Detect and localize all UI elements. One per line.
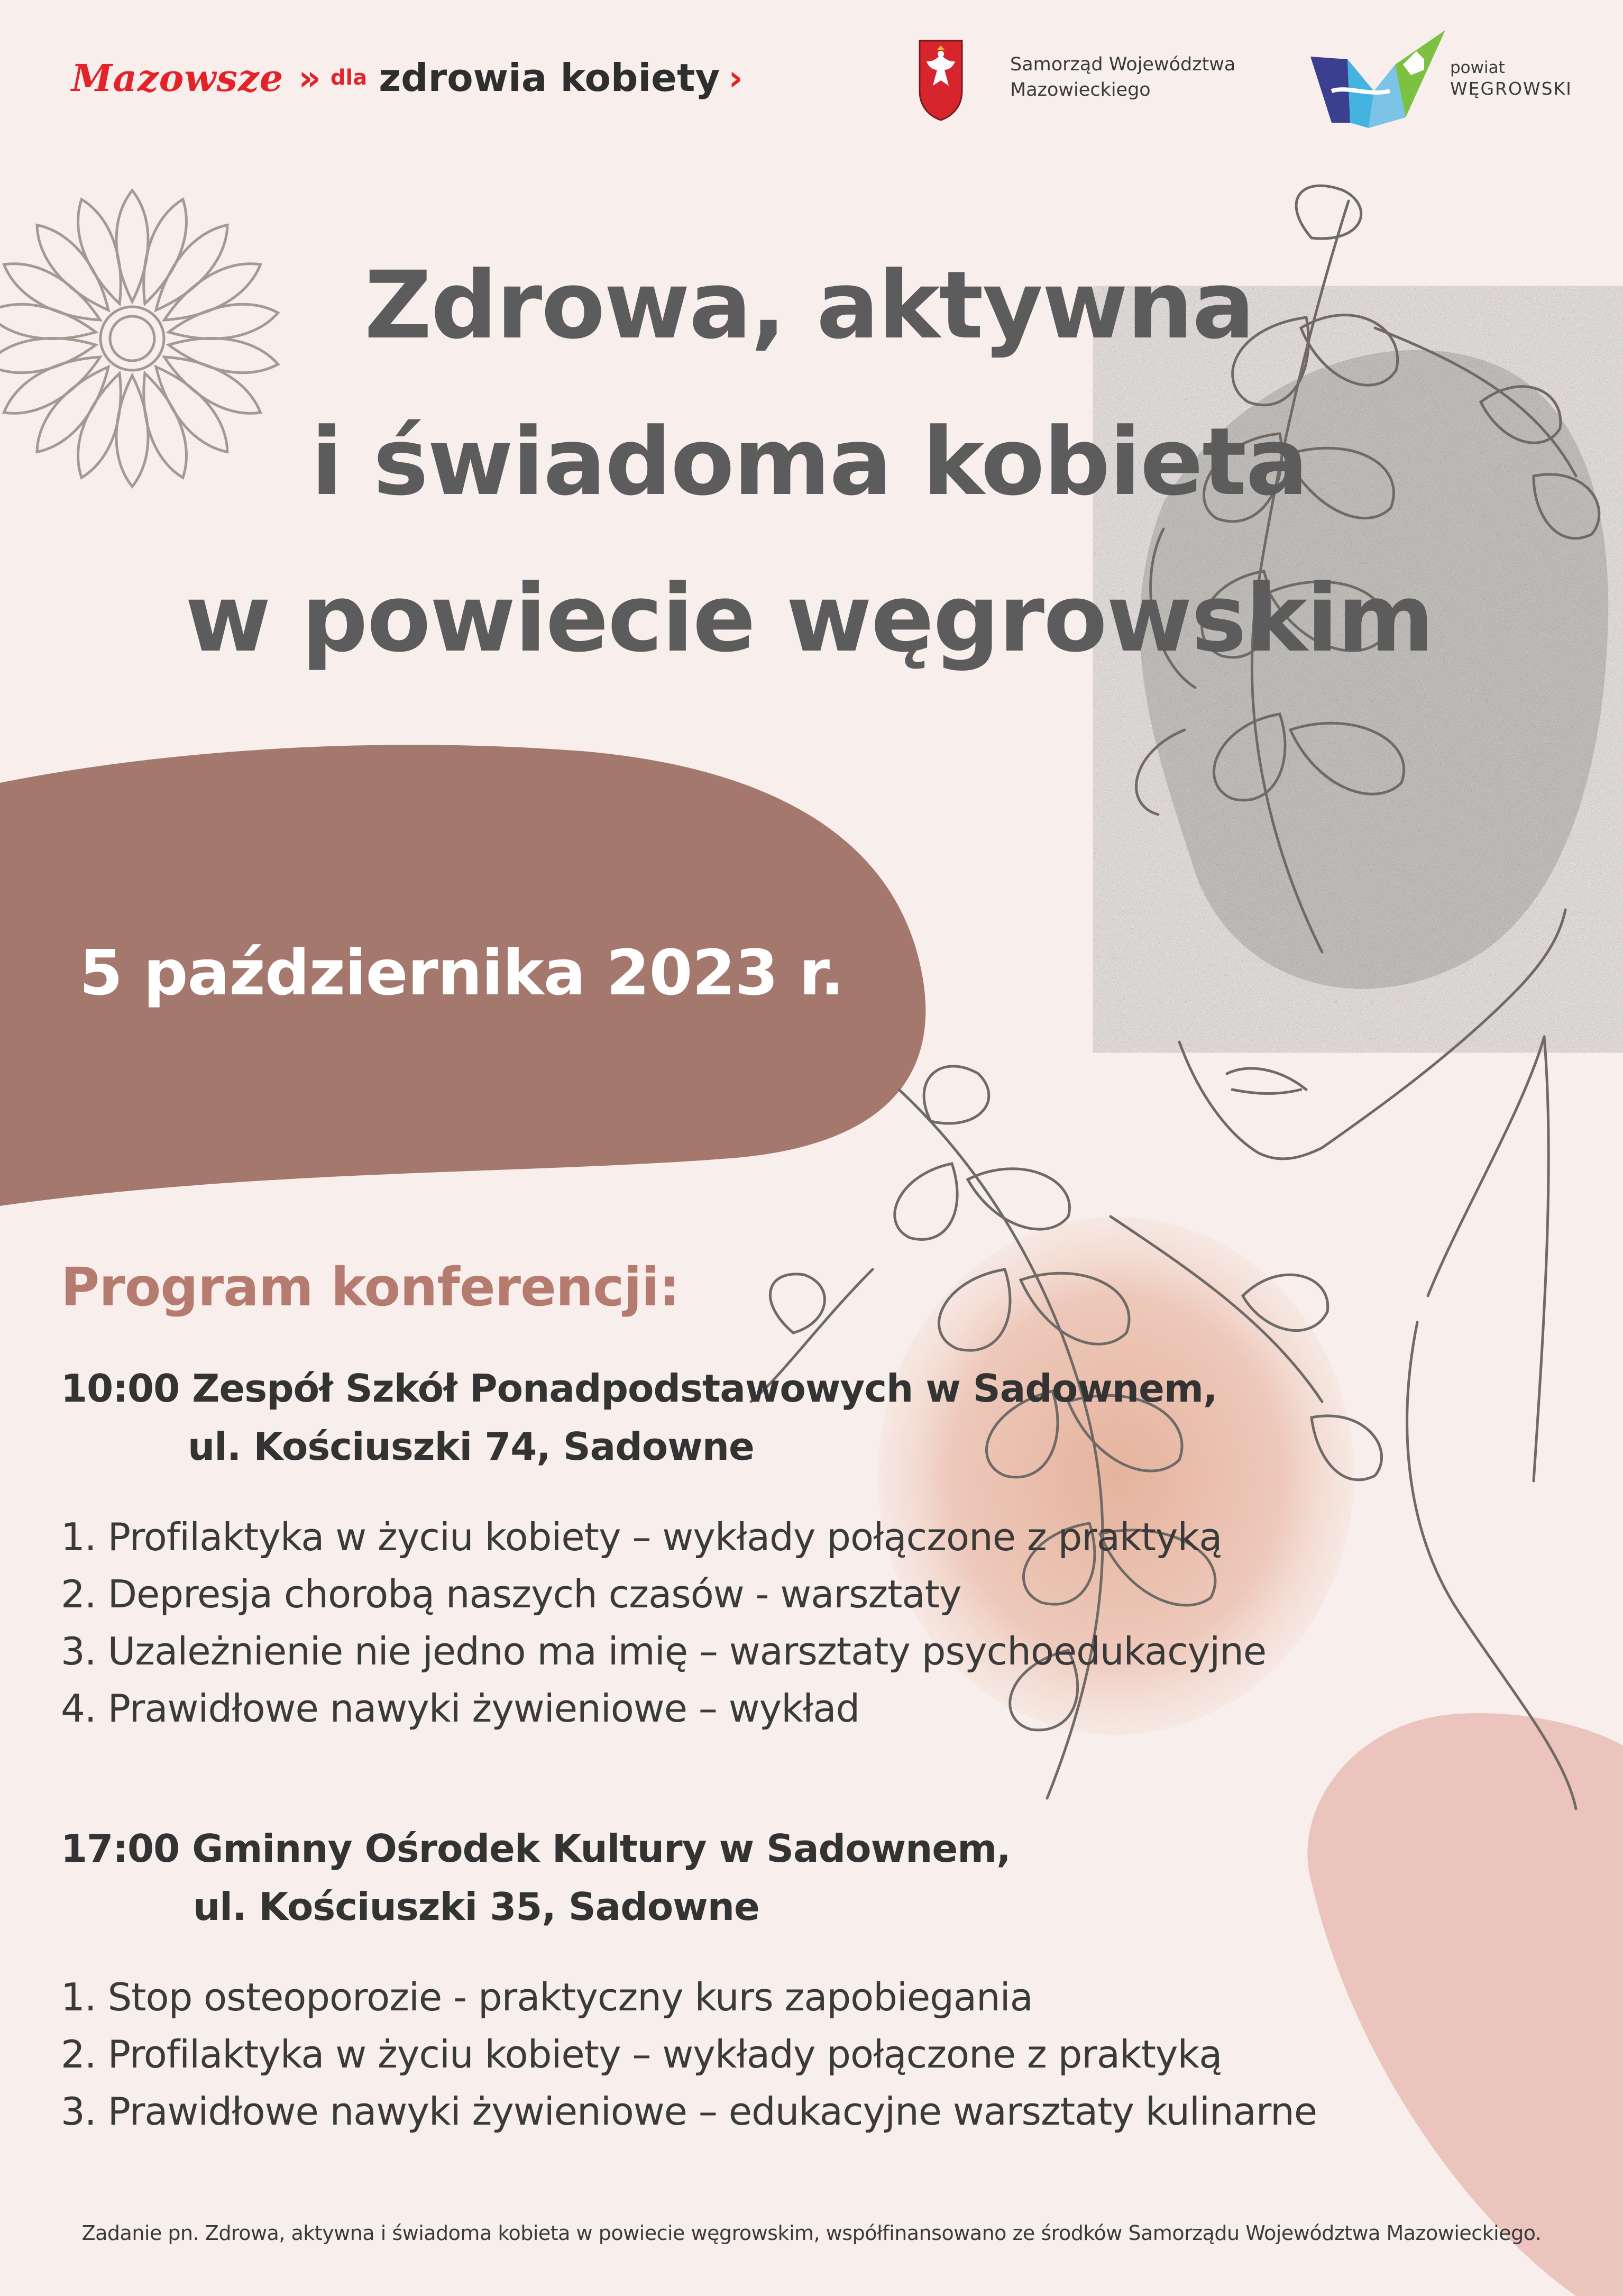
agenda-item: 3. Prawidłowe nawyki żywieniowe – edukacyjne warsztaty kulinarne xyxy=(61,2089,1317,2134)
mazowsze-dla-zdrowia-kobiety-logo xyxy=(71,54,743,102)
event-date: 5 października 2023 r. xyxy=(79,936,844,1009)
session-address: ul. Kościuszki 35, Sadowne xyxy=(193,1885,759,1929)
brand-zdrowia-kobiety: zdrowia kobiety xyxy=(379,56,720,100)
samorzad-line-1: Samorząd Województwa xyxy=(1010,54,1236,75)
samorzad-wojewodztwa-label xyxy=(1010,52,1235,103)
samorzad-line-2: Mazowieckiego xyxy=(1010,79,1151,100)
agenda-item: 2. Depresja chorobą naszych czasów - warsztaty xyxy=(61,1572,961,1616)
session-agenda-list xyxy=(61,1508,1489,1737)
powiat-wegrowski-label xyxy=(1450,57,1572,99)
session-time-place: 10:00 Zespół Szkół Ponadpodstawowych w Sadownem, xyxy=(61,1366,1217,1411)
powiat-wegrowski-logo-icon xyxy=(1310,28,1448,133)
chevron-right-icon: › xyxy=(728,57,743,98)
agenda-item: 1. Profilaktyka w życiu kobiety – wykłady połączone z praktyką xyxy=(61,1515,1222,1559)
agenda-item: 4. Prawidłowe nawyki żywieniowe – wykład xyxy=(61,1686,860,1731)
brand-dla: dla xyxy=(330,66,368,90)
double-chevron-icon: » xyxy=(298,57,321,98)
agenda-item: 2. Profilaktyka w życiu kobiety – wykłady połączone z praktyką xyxy=(61,2032,1222,2077)
agenda-item: 3. Uzależnienie nie jedno ma imię – warsztaty psychoedukacyjne xyxy=(61,1629,1267,1673)
title-line-3: w powiecie węgrowskim xyxy=(185,564,1434,673)
mazowsze-crest-icon xyxy=(917,38,965,123)
title-line-2: i świadoma kobieta xyxy=(310,408,1308,516)
session-evening xyxy=(61,1819,1489,2140)
session-agenda-list xyxy=(61,1969,1489,2140)
title-line-1: Zdrowa, aktywna xyxy=(364,251,1254,360)
program-heading: Program konferencji: xyxy=(61,1256,680,1318)
session-morning xyxy=(61,1359,1489,1737)
page-title xyxy=(42,227,1576,697)
funding-footer: Zadanie pn. Zdrowa, aktywna i świadoma kobieta w powiecie węgrowskim, współfinansowano ze środków Samorządu Województwa Mazowieckiego. xyxy=(81,2221,1542,2245)
powiat-line-1: powiat xyxy=(1450,58,1505,77)
agenda-item: 1. Stop osteoporozie - praktyczny kurs zapobiegania xyxy=(61,1975,1033,2019)
powiat-line-2: WĘGROWSKI xyxy=(1450,78,1572,99)
session-time-place: 17:00 Gminny Ośrodek Kultury w Sadownem, xyxy=(61,1826,1011,1871)
brand-mazowsze: Mazowsze xyxy=(71,56,284,100)
session-address: ul. Kościuszki 74, Sadowne xyxy=(188,1424,754,1469)
woman-face-line-art-icon xyxy=(1179,1042,1322,1159)
